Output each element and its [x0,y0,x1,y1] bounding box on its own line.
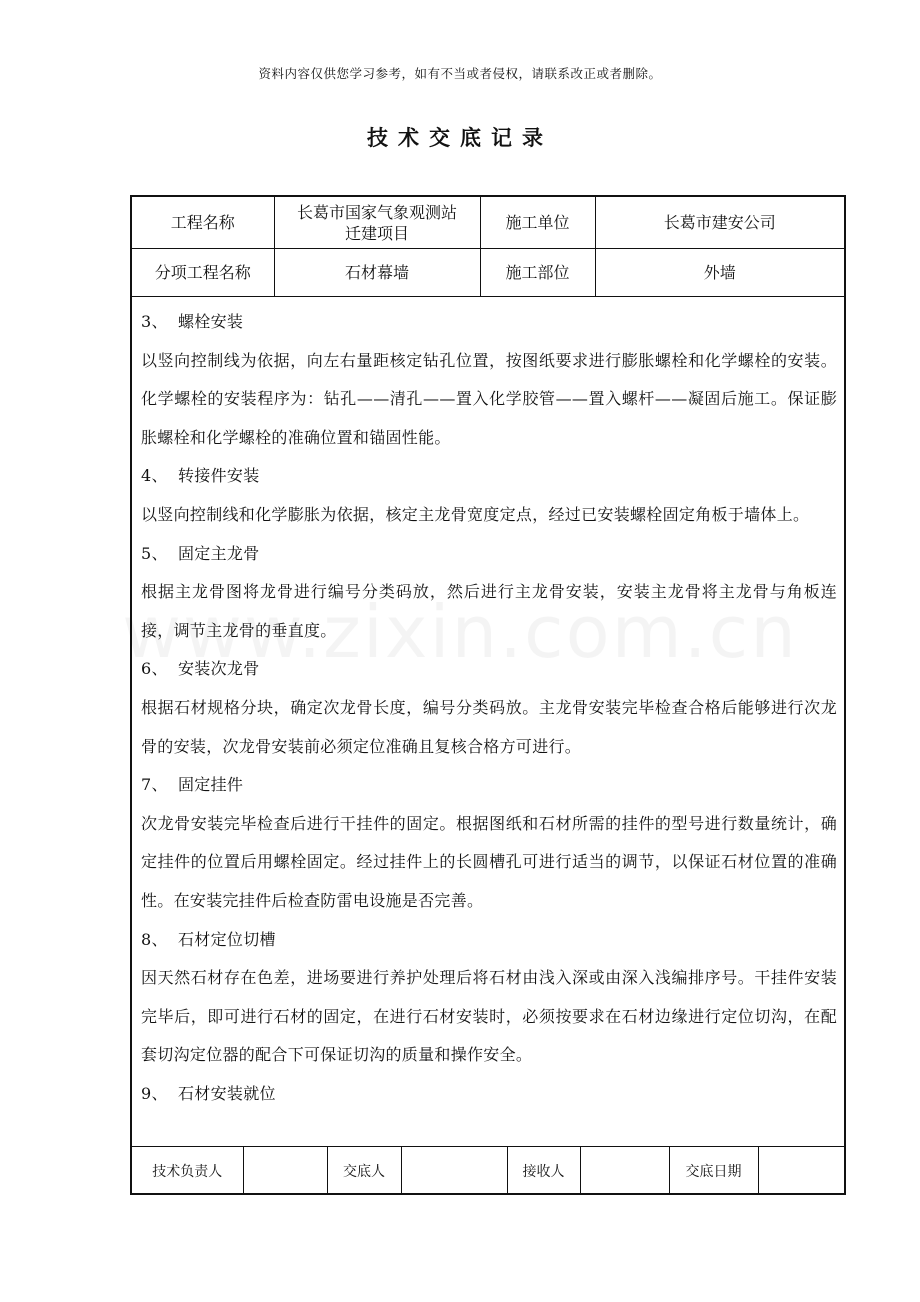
section-body: 以竖向控制线和化学膨胀为依据，核定主龙骨宽度定点，经过已安装螺栓固定角板于墙体上。 [141,504,810,524]
section-number: 7、 [141,775,168,795]
part-label: 施工部位 [480,249,595,297]
info-row-subproject [132,249,844,297]
document-title: 技术交底记录 [367,125,553,150]
signature-table [132,1146,844,1194]
info-table [132,197,844,297]
section-heading [141,1075,837,1114]
section-heading [141,766,837,805]
section-body: 因天然石材存在色差，进场要进行养护处理后将石材由浅入深或由深入浅编排序号。干挂件安装完毕后，即可进行石材的固定，在进行石材安装时，必须按要求在石材边缘进行定位切沟，在配套切沟定位器的配合下可保证切沟的质量和操作安全。 [141,968,837,1065]
date-label: 交底日期 [669,1147,758,1195]
date-field[interactable] [758,1147,844,1195]
info-row-project [132,197,844,249]
receiver-field[interactable] [580,1147,669,1195]
content-body [141,303,837,1113]
section-heading [141,457,837,496]
handover-field[interactable] [401,1147,507,1195]
sub-project-value: 石材幕墙 [274,249,480,297]
section-number: 6、 [141,659,168,679]
section-title: 安装次龙骨 [178,659,260,679]
section-heading [141,650,837,689]
section-body: 根据主龙骨图将龙骨进行编号分类码放，然后进行主龙骨安装，安装主龙骨将主龙骨与角板连接，调节主龙骨的垂直度。 [141,582,837,640]
section-body: 根据石材规格分块，确定次龙骨长度，编号分类码放。主龙骨安装完毕检查合格后能够进行次龙骨的安装，次龙骨安装前必须定位准确且复核合格方可进行。 [141,697,837,756]
signature-row [132,1147,844,1195]
record-form [130,195,846,1195]
section-title: 螺栓安装 [178,312,244,331]
section-heading [141,535,837,574]
section-number: 9、 [141,1083,168,1103]
unit-label: 施工单位 [480,197,595,249]
section-title: 石材定位切槽 [178,929,276,949]
header-note: 资料内容仅供您学习参考，如有不当或者侵权，请联系改正或者删除。 [258,66,662,81]
unit-value: 长葛市建安公司 [595,197,844,249]
section-number: 5、 [141,543,168,563]
section-title: 固定挂件 [178,775,244,795]
project-name-label: 工程名称 [132,197,274,249]
project-name-value: 长葛市国家气象观测站迁建项目 [274,197,480,249]
section-title: 转接件安装 [178,466,260,486]
section-number: 8、 [141,929,168,949]
handover-label: 交底人 [327,1147,401,1195]
sub-project-label: 分项工程名称 [132,249,274,297]
tech-lead-field[interactable] [243,1147,327,1195]
section-body: 次龙骨安装完毕检查后进行干挂件的固定。根据图纸和石材所需的挂件的型号进行数量统计，确定挂件的位置后用螺栓固定。经过挂件上的长圆槽孔可进行适当的调节，以保证石材位置的准确性。在安装完挂件后检查防雷电设施是否完善。 [141,813,837,910]
section-title: 固定主龙骨 [178,543,260,563]
section-heading [141,921,837,960]
section-heading [141,303,837,342]
section-body: 以竖向控制线为依据，向左右量距核定钻孔位置，按图纸要求进行膨胀螺栓和化学螺栓的安装。化学螺栓的安装程序为：钻孔——清孔——置入化学胶管——置入螺杆——凝固后施工。保证膨胀螺栓和化学螺栓的准确位置和锚固性能。 [141,350,837,447]
part-value: 外墙 [595,249,844,297]
tech-lead-label: 技术负责人 [132,1147,243,1195]
section-number: 3、 [141,312,168,331]
section-number: 4、 [141,466,168,486]
receiver-label: 接收人 [507,1147,580,1195]
section-title: 石材安装就位 [178,1083,276,1103]
